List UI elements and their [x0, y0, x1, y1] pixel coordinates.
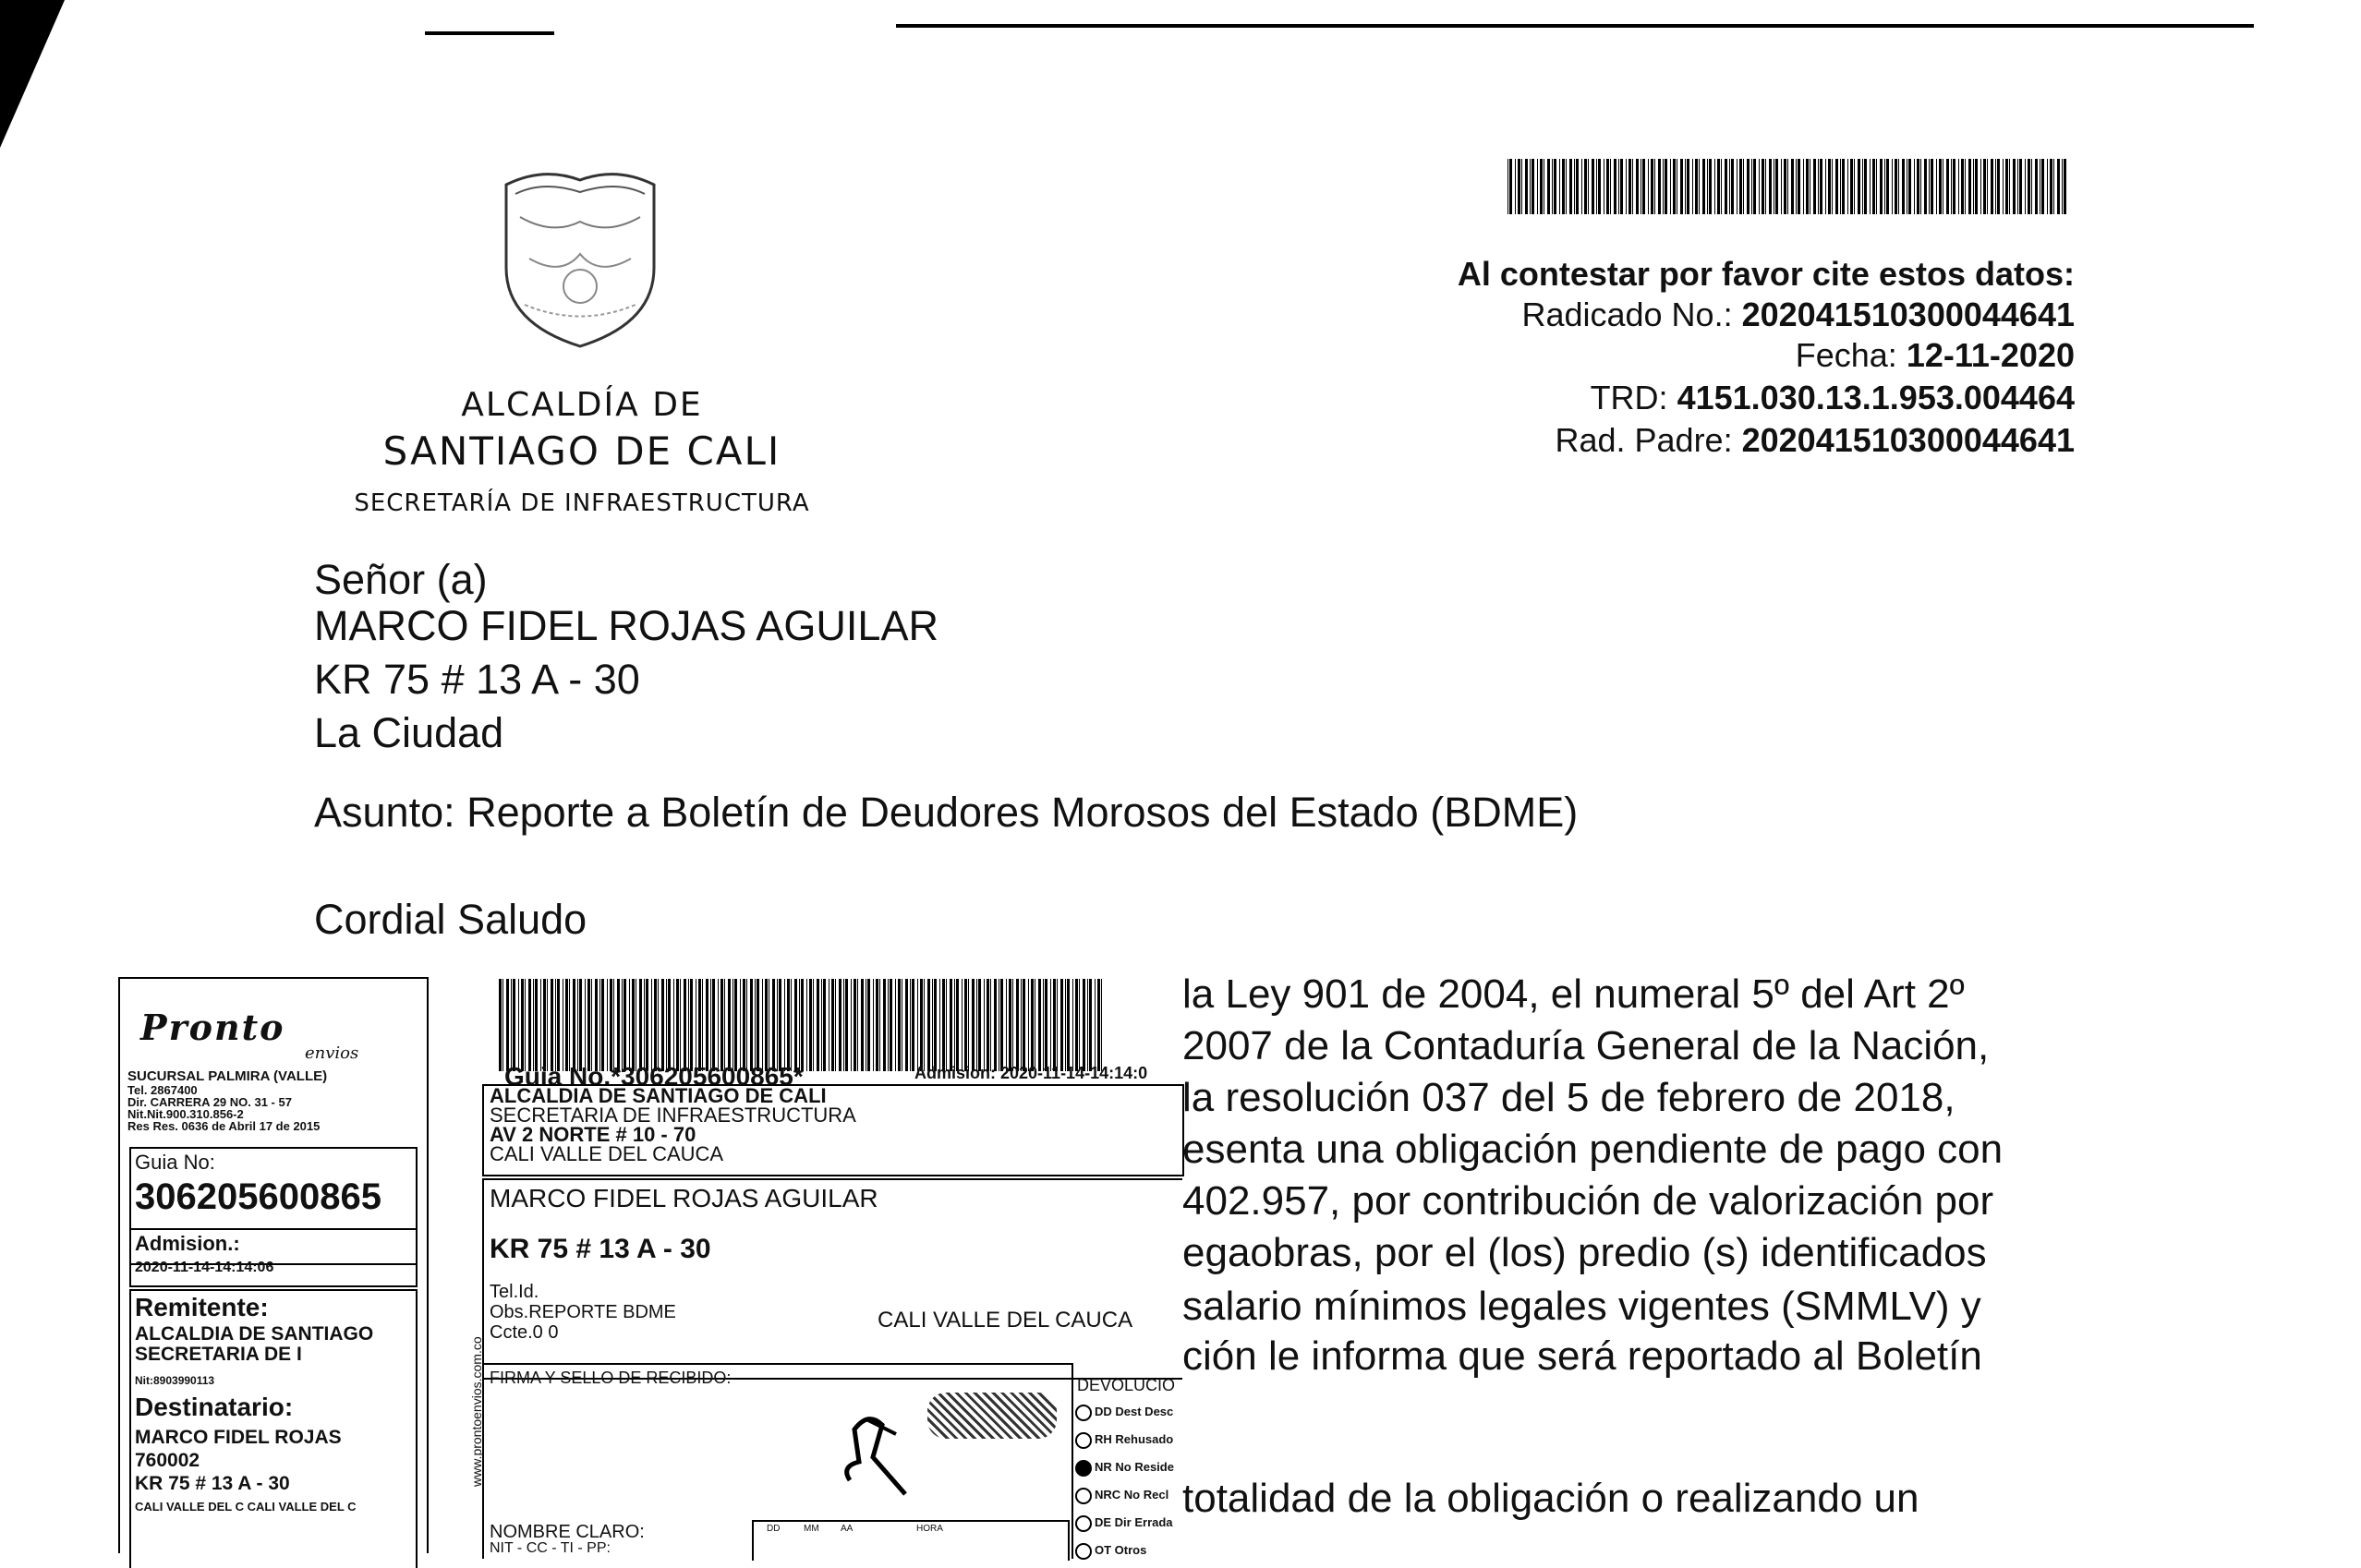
devolucion-option: RH Rehusado — [1075, 1426, 1174, 1453]
guia-label: Guia No: — [135, 1151, 215, 1174]
radio-circle-icon — [1075, 1515, 1092, 1532]
remitente-nit: Nit:8903990113 — [135, 1374, 215, 1387]
stamp-smudge — [927, 1393, 1057, 1439]
body-line: 402.957, por contribución de valorización por — [1182, 1178, 1994, 1224]
radio-circle-icon — [1075, 1405, 1092, 1421]
radio-circle-icon — [1075, 1488, 1092, 1504]
slip-obs: Tel.Id. Obs.REPORTE BDME Ccte.0 0 — [490, 1282, 676, 1343]
nombre-claro-label: NOMBRE CLARO: — [490, 1522, 645, 1542]
admision-box — [129, 1228, 418, 1287]
radio-circle-icon — [1075, 1432, 1092, 1449]
body-line: salario mínimos legales vigentes (SMMLV) y — [1182, 1284, 1981, 1329]
letterhead-line2: SANTIAGO DE CALI — [382, 428, 781, 474]
cali-coat-of-arms-icon — [488, 166, 672, 351]
slip-recipient-name: MARCO FIDEL ROJAS AGUILAR — [490, 1184, 878, 1212]
devolucion-option: NRC No Recl — [1075, 1481, 1174, 1509]
scan-line — [425, 31, 554, 35]
destinatario-text: MARCO FIDEL ROJAS 760002 KR 75 # 13 A - 30 CALI VALLE DEL C CALI VALLE DEL C — [135, 1427, 357, 1514]
scan-corner — [0, 0, 65, 148]
body-line: ción le informa que será reportado al Boletín — [1182, 1333, 1982, 1379]
devolucion-option: DD Dest Desc — [1075, 1398, 1174, 1426]
dd-label: DD — [767, 1524, 781, 1534]
scan-line — [896, 24, 2254, 28]
mm-label: MM — [804, 1524, 819, 1534]
guia-barcode — [499, 979, 1108, 1071]
trd-line: TRD: 4151.030.13.1.953.004464 — [1590, 379, 2075, 416]
body-line: la resolución 037 del 5 de febrero de 2018, — [1182, 1075, 1955, 1120]
body-line: egaobras, por el (los) predio (s) identificados — [1182, 1230, 1987, 1275]
body-line: la Ley 901 de 2004, el numeral 5º del Art 2º — [1182, 971, 1965, 1017]
sender-box — [482, 1084, 1184, 1176]
devolucion-option: NR No Reside — [1075, 1453, 1174, 1481]
body-line: totalidad de la obligación o realizando un — [1182, 1476, 1919, 1521]
greeting: Cordial Saludo — [314, 896, 587, 943]
remitente-text: ALCALDIA DE SANTIAGO SECRETARIA DE I — [135, 1323, 374, 1365]
remitente-box — [129, 1289, 418, 1568]
devolucion-box — [1072, 1376, 1182, 1557]
nit-label: NIT - CC - TI - PP: — [490, 1540, 611, 1556]
admision-label: Admision.: — [135, 1232, 240, 1255]
recipient-box — [482, 1178, 1182, 1380]
letterhead-line1: ALCALDÍA DE — [461, 386, 703, 424]
date-boxes — [752, 1520, 1070, 1561]
sender-text: ALCALDIA DE SANTIAGO DE CALI SECRETARIA DE INFRAESTRUCTURA AV 2 NORTE # 10 - 70 CALI VALLE DEL CAUCA — [490, 1084, 856, 1165]
salutation: Señor (a) — [314, 556, 488, 603]
pronto-logo: Pronto — [140, 1007, 285, 1048]
radio-circle-icon — [1075, 1460, 1092, 1477]
receipt-slip-main — [462, 970, 1180, 1557]
radicado-line: Radicado No.: 202041510300044641 — [1521, 296, 2075, 333]
admision-value: 2020-11-14-14:14:06 — [135, 1260, 274, 1275]
devolucion-option: OT Otros — [1075, 1537, 1174, 1564]
recipient-address: KR 75 # 13 A - 30 — [314, 656, 640, 703]
slip-guia-number: Guia No.*306205600865* — [504, 1062, 804, 1091]
citation-heading: Al contestar por favor cite estos datos: — [1457, 255, 2075, 293]
guia-number: 306205600865 — [135, 1176, 381, 1217]
slip-side-text: www.prontoenvios.com.co — [469, 1336, 484, 1487]
pronto-logo-sub: envios — [305, 1043, 359, 1063]
rad-padre-line: Rad. Padre: 202041510300044641 — [1555, 421, 2075, 459]
letterhead-line3: SECRETARÍA DE INFRAESTRUCTURA — [354, 489, 810, 517]
devolucion-option: DE Dir Errada — [1075, 1509, 1174, 1537]
aa-label: AA — [841, 1524, 854, 1534]
body-line: 2007 de la Contaduría General de la Nación, — [1182, 1023, 1990, 1068]
radicado-barcode — [1507, 159, 2073, 214]
remitente-label: Remitente: — [135, 1293, 269, 1321]
recipient-city: La Ciudad — [314, 709, 504, 756]
subject-line: Asunto: Reporte a Boletín de Deudores Morosos del Estado (BDME) — [314, 789, 1579, 836]
devolucion-options — [1075, 1398, 1174, 1564]
destinatario-label: Destinatario: — [135, 1393, 294, 1421]
hora-label: HORA — [916, 1524, 943, 1534]
signature-icon — [831, 1402, 924, 1503]
slip-left-company-info: SUCURSAL PALMIRA (VALLE) Tel. 2867400 Dir. CARRERA 29 NO. 31 - 57 Nit.Nit.900.310.856-2 Res Res. 0636 de Abril 17 de 2015 — [127, 1068, 328, 1133]
recipient-name: MARCO FIDEL ROJAS AGUILAR — [314, 602, 938, 649]
signature-box — [482, 1363, 1073, 1559]
fecha-line: Fecha: 12-11-2020 — [1795, 336, 2075, 374]
devolucion-title: DEVOLUCIO — [1077, 1376, 1176, 1394]
body-line: esenta una obligación pendiente de pago con — [1182, 1127, 2004, 1172]
firma-label: FIRMA Y SELLO DE RECIBIDO: — [490, 1369, 732, 1387]
receipt-slip-left — [118, 977, 429, 1553]
slip-recipient-city: CALI VALLE DEL CAUCA — [878, 1308, 1133, 1333]
slip-recipient-address: KR 75 # 13 A - 30 — [490, 1234, 711, 1264]
slip-admision: Admision: 2020-11-14-14:14:0 — [914, 1064, 1148, 1082]
